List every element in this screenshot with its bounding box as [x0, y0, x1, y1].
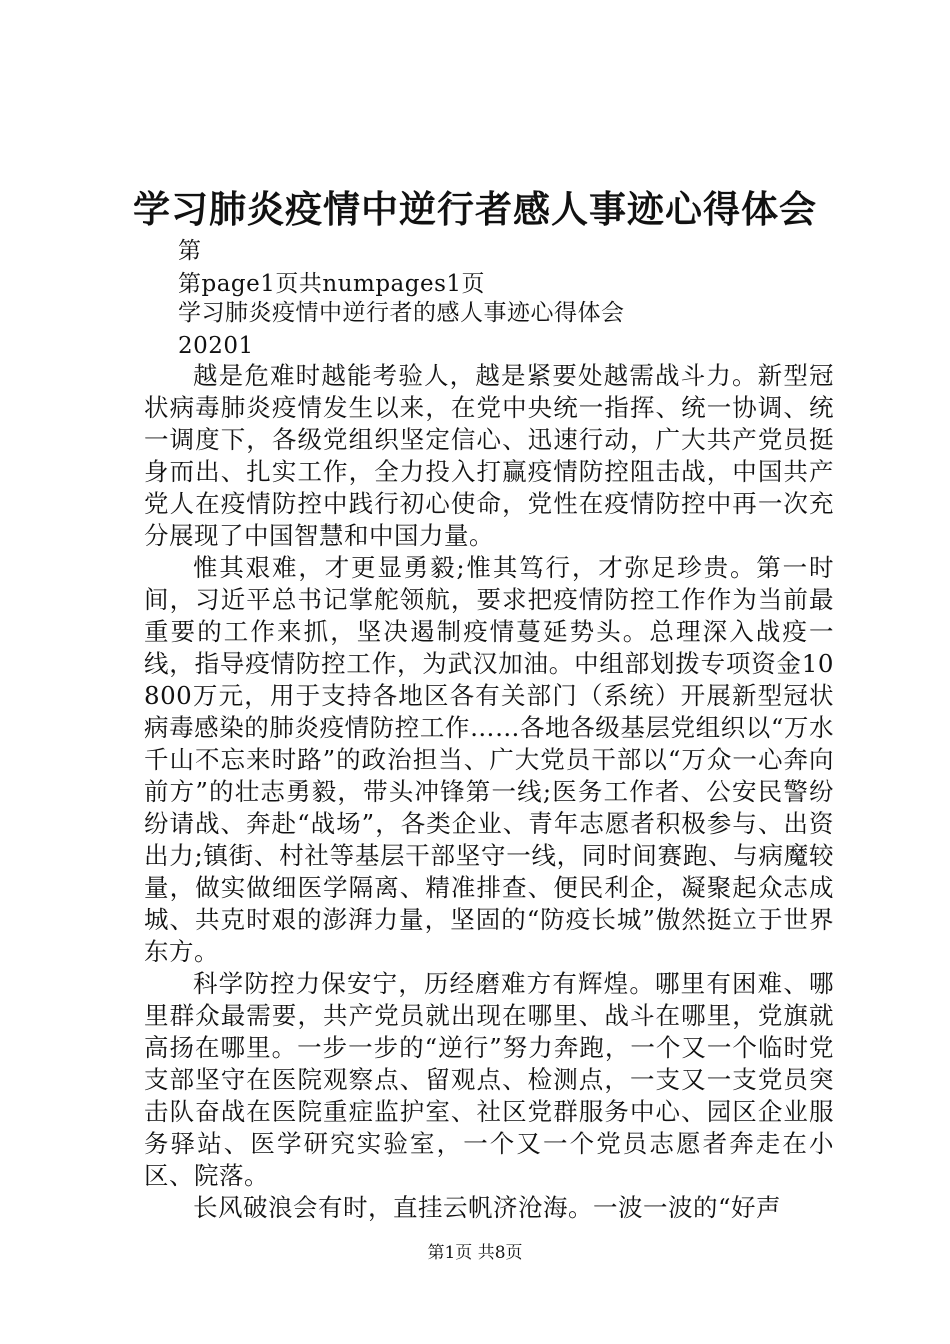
body-paragraph: 惟其艰难，才更显勇毅;惟其笃行，才弥足珍贵。第一时间，习近平总书记掌舵领航，要求把疫情防控工作作为当前最重要的工作来抓，坚决遏制疫情蔓延势头。总理深入战疫一线，指导疫情防控工作，为武汉加油。中组部划拨专项资金10800万元，用于支持各地区各有关部门（系统）开展新型冠状病毒感染的肺炎疫情防控工作……各地各级基层党组织以“万水千山不忘来时路”的政治担当、广大党员干部以“万众一心奔向前方”的壮志勇毅，带头冲锋第一线;医务工作者、公安民警纷纷请战、奔赴“战场”，各类企业、青年志愿者积极参与、出资出力;镇街、村社等基层干部坚守一线，同时间赛跑、与病魔较量，做实做细医学隔离、精准排查、便民利企，凝聚起众志成城、共克时艰的澎湃力量，坚固的“防疫长城”傲然挺立于世界东方。: [144, 553, 834, 966]
meta-line: 学习肺炎疫情中逆行者的感人事迹心得体会: [178, 300, 625, 326]
document-body: [144, 360, 834, 1224]
document-title: 学习肺炎疫情中逆行者感人事迹心得体会: [133, 187, 817, 231]
meta-line: 第: [178, 238, 202, 264]
meta-line: 第page1页共numpages1页: [178, 271, 486, 297]
page-footer: 第1页 共8页: [427, 1243, 523, 1263]
body-paragraph: 长风破浪会有时，直挂云帆济沧海。一波一波的“好声: [193, 1193, 782, 1222]
body-paragraph: 科学防控力保安宁，历经磨难方有辉煌。哪里有困难、哪里群众最需要，共产党员就出现在哪里、战斗在哪里，党旗就高扬在哪里。一步一步的“逆行”努力奔跑，一个又一个临时党支部坚守在医院观察点、留观点、检测点，一支又一支党员突击队奋战在医院重症监护室、社区党群服务中心、园区企业服务驿站、医学研究实验室，一个又一个党员志愿者奔走在小区、院落。: [144, 969, 834, 1190]
meta-line: 20201: [178, 333, 254, 359]
body-paragraph: 越是危难时越能考验人，越是紧要处越需战斗力。新型冠状病毒肺炎疫情发生以来，在党中央统一指挥、统一协调、统一调度下，各级党组织坚定信心、迅速行动，广大共产党员挺身而出、扎实工作，全力投入打赢疫情防控阻击战，中国共产党人在疫情防控中践行初心使命，党性在疫情防控中再一次充分展现了中国智慧和中国力量。: [144, 361, 834, 550]
